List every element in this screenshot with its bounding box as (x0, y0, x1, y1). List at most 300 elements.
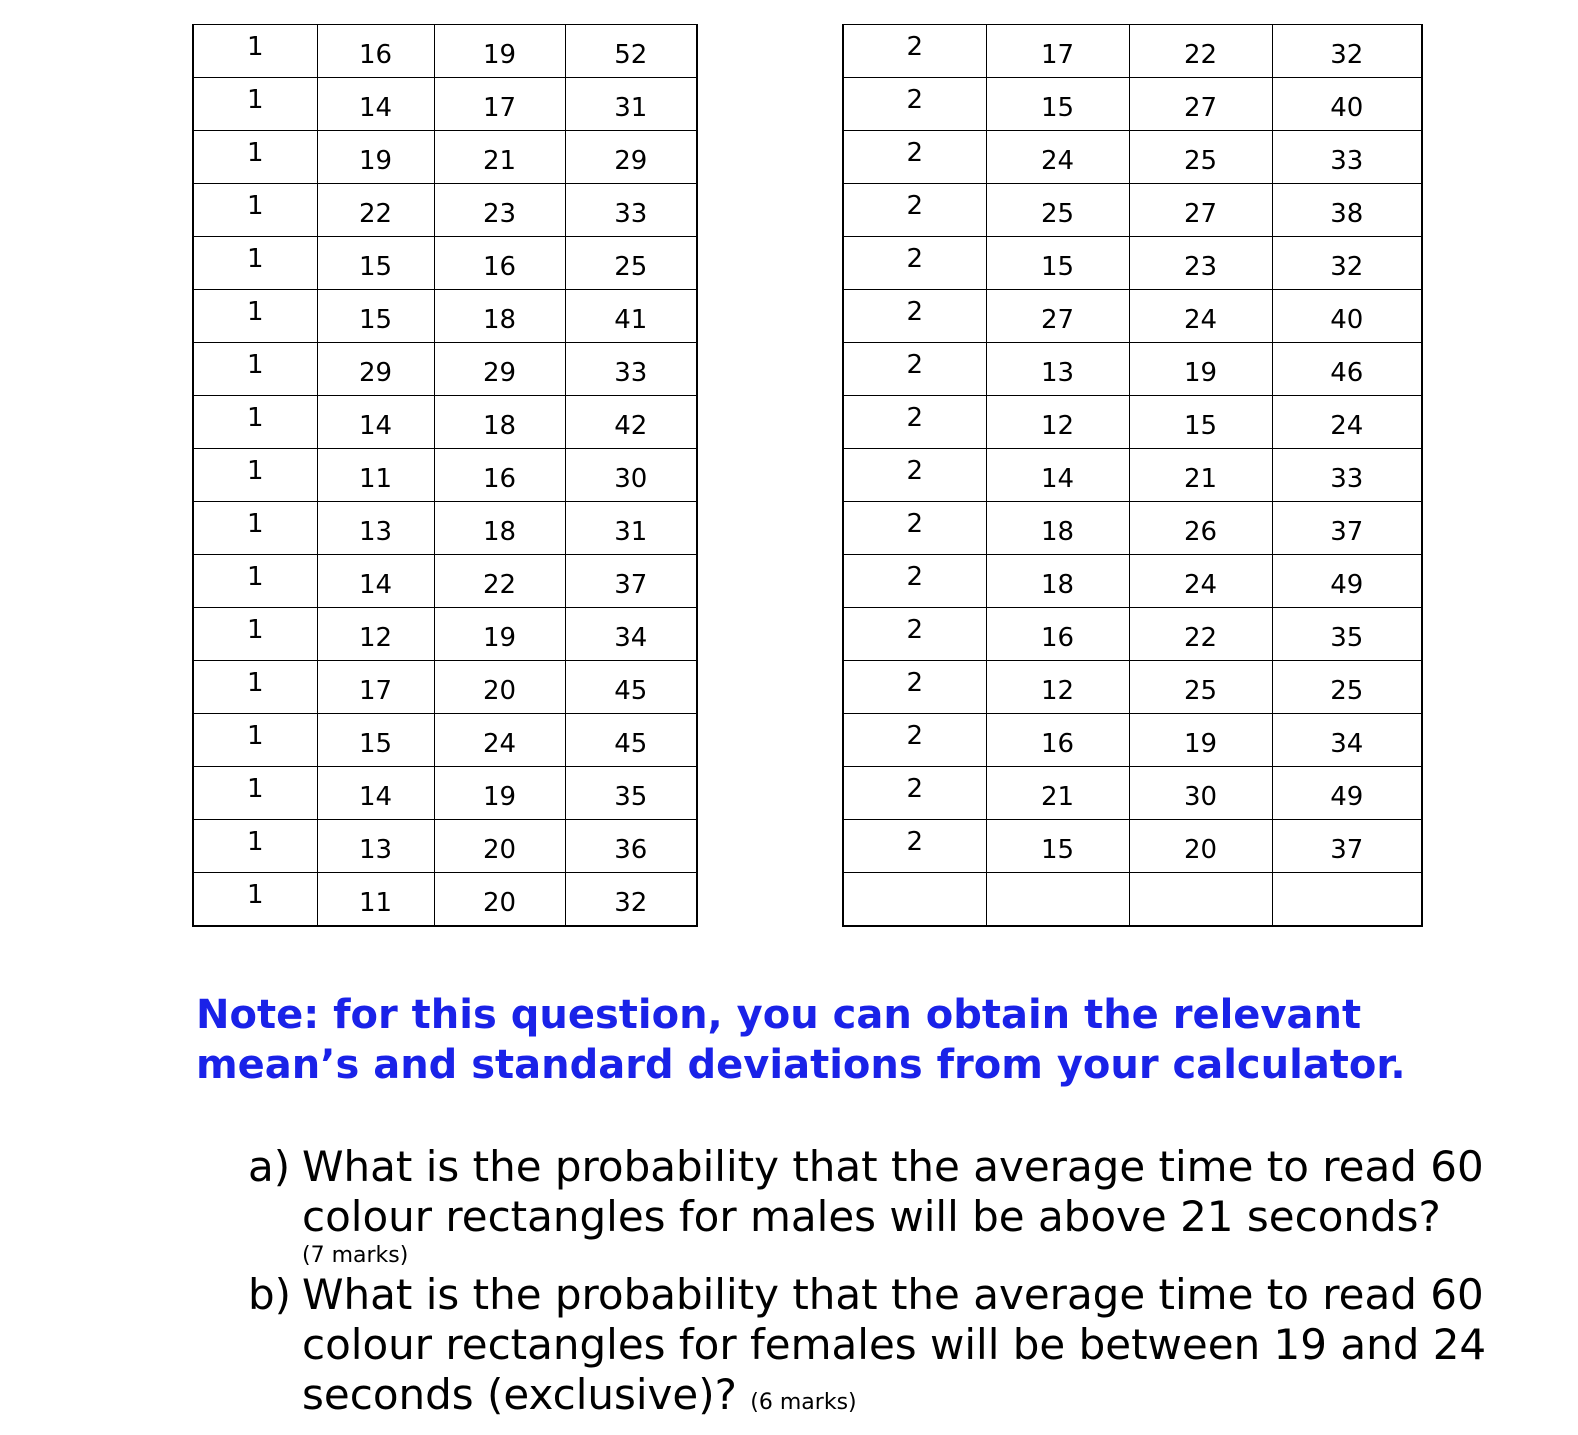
table-cell (843, 767, 986, 820)
table-cell (843, 714, 986, 767)
table-cell (843, 237, 986, 290)
table-cell (1129, 290, 1272, 343)
table-cell (317, 820, 434, 873)
table-cell (843, 449, 986, 502)
question-b (248, 1270, 1508, 1428)
table-cell (193, 767, 317, 820)
cell-value: 1 (246, 244, 264, 274)
cell-value: 49 (1330, 782, 1364, 812)
table-cell (986, 714, 1129, 767)
table-cell (986, 767, 1129, 820)
table-cell (986, 608, 1129, 661)
cell-value: 35 (1330, 623, 1364, 653)
table-cell (1129, 25, 1272, 78)
table-cell (565, 608, 697, 661)
table-cell (843, 873, 986, 927)
cell-value: 32 (614, 888, 648, 918)
cell-value: 21 (1040, 782, 1075, 812)
cell-value: 2 (906, 615, 924, 645)
cell-value: 33 (614, 199, 648, 229)
table-cell (193, 608, 317, 661)
cell-value: 37 (1330, 517, 1364, 547)
table-cell (986, 290, 1129, 343)
cell-value: 19 (482, 782, 517, 812)
table-cell (193, 237, 317, 290)
table-row (843, 237, 1422, 290)
table-cell (317, 131, 434, 184)
cell-value: 16 (482, 464, 517, 494)
table-cell (434, 184, 565, 237)
table-cell (843, 396, 986, 449)
cell-value: 52 (614, 40, 648, 70)
cell-value: 20 (482, 835, 517, 865)
cell-value: 25 (1040, 199, 1075, 229)
table-row (843, 714, 1422, 767)
table-cell (986, 78, 1129, 131)
left-data-table (192, 24, 698, 927)
cell-value: 19 (1183, 729, 1218, 759)
cell-value: 25 (1183, 146, 1218, 176)
cell-value: 16 (482, 252, 517, 282)
table-cell (843, 25, 986, 78)
table-cell (317, 661, 434, 714)
table-cell (986, 237, 1129, 290)
table-row (193, 396, 697, 449)
table-cell (986, 131, 1129, 184)
table-row (193, 820, 697, 873)
table-cell (843, 343, 986, 396)
cell-value: 2 (906, 32, 924, 62)
cell-value: 2 (906, 350, 924, 380)
cell-value: 14 (358, 93, 393, 123)
cell-value: 49 (1330, 570, 1364, 600)
table-cell (565, 25, 697, 78)
cell-value: 32 (1330, 40, 1364, 70)
table-cell (193, 343, 317, 396)
cell-value: 16 (1040, 623, 1075, 653)
table-cell (1129, 714, 1272, 767)
table-cell (986, 396, 1129, 449)
cell-value: 1 (246, 85, 264, 115)
question-letter: b) (248, 1270, 292, 1319)
table-cell (565, 343, 697, 396)
table-row (843, 873, 1422, 927)
table-cell (986, 449, 1129, 502)
cell-value: 34 (1330, 729, 1364, 759)
table-cell (193, 78, 317, 131)
cell-value: 1 (246, 32, 264, 62)
cell-value: 17 (482, 93, 517, 123)
table-cell (843, 78, 986, 131)
cell-value: 18 (1040, 570, 1075, 600)
cell-value: 2 (906, 827, 924, 857)
cell-value: 25 (1183, 676, 1218, 706)
cell-value: 1 (246, 138, 264, 168)
table-cell (1129, 131, 1272, 184)
cell-value: 25 (1330, 676, 1364, 706)
table-cell (565, 396, 697, 449)
table-cell (843, 555, 986, 608)
table-cell (1129, 767, 1272, 820)
cell-value: 19 (358, 146, 393, 176)
cell-value: 14 (358, 782, 393, 812)
table-cell (434, 343, 565, 396)
table-cell (986, 820, 1129, 873)
cell-value: 22 (358, 199, 393, 229)
cell-value: 12 (1040, 676, 1075, 706)
cell-value: 32 (1330, 252, 1364, 282)
table-cell (1129, 184, 1272, 237)
table-cell (1129, 661, 1272, 714)
table-cell (1272, 502, 1422, 555)
table-cell (193, 714, 317, 767)
table-cell (317, 78, 434, 131)
cell-value: 16 (358, 40, 393, 70)
cell-value: 17 (358, 676, 393, 706)
cell-value: 1 (246, 668, 264, 698)
table-cell (565, 237, 697, 290)
table-cell (434, 290, 565, 343)
table-cell (1272, 714, 1422, 767)
cell-value: 14 (1040, 464, 1075, 494)
table-cell (317, 873, 434, 927)
cell-value: 1 (246, 350, 264, 380)
cell-value: 24 (1183, 570, 1218, 600)
cell-value: 24 (482, 729, 517, 759)
table-row (193, 449, 697, 502)
table-cell (317, 25, 434, 78)
cell-value: 23 (1183, 252, 1218, 282)
question-list (248, 1142, 1508, 1428)
table-cell (843, 290, 986, 343)
table-cell (193, 449, 317, 502)
table-row (843, 78, 1422, 131)
table-cell (565, 714, 697, 767)
cell-value: 1 (246, 562, 264, 592)
cell-value: 2 (906, 403, 924, 433)
table-cell (434, 820, 565, 873)
table-cell (193, 396, 317, 449)
cell-value: 46 (1330, 358, 1364, 388)
table-cell (986, 184, 1129, 237)
cell-value: 12 (358, 623, 393, 653)
table-cell (434, 131, 565, 184)
cell-value: 29 (482, 358, 517, 388)
cell-value: 45 (614, 729, 648, 759)
cell-value: 1 (246, 615, 264, 645)
cell-value: 1 (246, 880, 264, 910)
table-cell (193, 661, 317, 714)
table-row (193, 661, 697, 714)
table-row (843, 767, 1422, 820)
cell-value: 19 (1183, 358, 1218, 388)
cell-value: 15 (358, 305, 393, 335)
table-cell (986, 661, 1129, 714)
cell-value: 15 (1040, 252, 1075, 282)
cell-value: 20 (482, 676, 517, 706)
question-text: What is the probability that the average time to read 60 colour rectangles for females will be between 19 and 24 seconds (exclusive)? (302, 1270, 1487, 1419)
cell-value: 22 (1183, 40, 1218, 70)
table-cell (193, 131, 317, 184)
table-cell (986, 343, 1129, 396)
calculator-note: Note: for this question, you can obtain the relevant mean’s and standard deviations from your calculator. (196, 992, 1406, 1088)
table-cell (193, 820, 317, 873)
table-row (843, 555, 1422, 608)
cell-value: 15 (358, 252, 393, 282)
cell-value: 1 (246, 456, 264, 486)
table-cell (193, 502, 317, 555)
cell-value: 27 (1040, 305, 1075, 335)
table-cell (565, 661, 697, 714)
table-row (193, 237, 697, 290)
table-cell (1272, 873, 1422, 927)
table-cell (1129, 343, 1272, 396)
table-cell (1129, 608, 1272, 661)
table-cell (565, 767, 697, 820)
table-row (843, 449, 1422, 502)
table-cell (193, 290, 317, 343)
cell-value: 18 (482, 305, 517, 335)
cell-value: 22 (482, 570, 517, 600)
cell-value: 2 (906, 85, 924, 115)
table-cell (1129, 820, 1272, 873)
cell-value: 15 (1040, 93, 1075, 123)
table-row (843, 608, 1422, 661)
cell-value: 2 (906, 668, 924, 698)
table-cell (434, 555, 565, 608)
cell-value: 1 (246, 774, 264, 804)
table-cell (565, 449, 697, 502)
table-row (193, 873, 697, 927)
cell-value: 41 (614, 305, 648, 335)
cell-value: 42 (614, 411, 648, 441)
table-cell (317, 343, 434, 396)
cell-value: 1 (246, 721, 264, 751)
table-cell (317, 555, 434, 608)
table-cell (317, 237, 434, 290)
cell-value: 38 (1330, 199, 1364, 229)
cell-value: 1 (246, 509, 264, 539)
table-cell (565, 131, 697, 184)
cell-value: 2 (906, 509, 924, 539)
table-cell (1272, 78, 1422, 131)
cell-value: 20 (482, 888, 517, 918)
cell-value: 33 (1330, 464, 1364, 494)
table-row (193, 502, 697, 555)
table-cell (565, 184, 697, 237)
cell-value: 15 (1040, 835, 1075, 865)
table-row (843, 820, 1422, 873)
table-cell (434, 237, 565, 290)
cell-value: 33 (1330, 146, 1364, 176)
table-cell (1272, 661, 1422, 714)
table-row (193, 555, 697, 608)
table-cell (193, 25, 317, 78)
table-row (843, 396, 1422, 449)
table-cell (843, 131, 986, 184)
cell-value: 37 (1330, 835, 1364, 865)
cell-value: 27 (1183, 93, 1218, 123)
cell-value: 1 (246, 297, 264, 327)
cell-value: 31 (614, 517, 648, 547)
cell-value: 26 (1183, 517, 1218, 547)
cell-value: 2 (906, 456, 924, 486)
table-cell (565, 502, 697, 555)
table-cell (317, 449, 434, 502)
cell-value: 45 (614, 676, 648, 706)
table-cell (1129, 502, 1272, 555)
table-cell (1272, 343, 1422, 396)
cell-value: 19 (482, 40, 517, 70)
question-a (248, 1142, 1508, 1270)
cell-value: 12 (1040, 411, 1075, 441)
right-data-table (842, 24, 1423, 927)
table-cell (317, 396, 434, 449)
table-cell (434, 502, 565, 555)
cell-value: 36 (614, 835, 648, 865)
cell-value: 35 (614, 782, 648, 812)
cell-value: 2 (906, 774, 924, 804)
cell-value: 34 (614, 623, 648, 653)
table-cell (1272, 184, 1422, 237)
table-cell (1272, 25, 1422, 78)
table-cell (1272, 449, 1422, 502)
cell-value: 21 (1183, 464, 1218, 494)
table-cell (1129, 396, 1272, 449)
cell-value: 17 (1040, 40, 1075, 70)
table-cell (1272, 237, 1422, 290)
cell-value: 14 (358, 570, 393, 600)
table-row (193, 184, 697, 237)
table-cell (1272, 820, 1422, 873)
table-cell (1129, 78, 1272, 131)
table-cell (843, 502, 986, 555)
table-row (193, 78, 697, 131)
cell-value: 15 (358, 729, 393, 759)
cell-value: 24 (1040, 146, 1075, 176)
table-cell (1272, 767, 1422, 820)
table-cell (434, 396, 565, 449)
table-cell (193, 873, 317, 927)
cell-value: 1 (246, 827, 264, 857)
cell-value: 24 (1183, 305, 1218, 335)
table-cell (434, 608, 565, 661)
table-cell (317, 184, 434, 237)
table-cell (193, 184, 317, 237)
cell-value: 25 (614, 252, 648, 282)
table-row (843, 131, 1422, 184)
table-cell (1272, 555, 1422, 608)
table-cell (434, 661, 565, 714)
table-cell (1129, 555, 1272, 608)
table-row (193, 767, 697, 820)
table-cell (317, 502, 434, 555)
table-cell (986, 502, 1129, 555)
cell-value: 29 (614, 146, 648, 176)
table-cell (565, 820, 697, 873)
table-cell (434, 873, 565, 927)
question-letter: a) (248, 1142, 291, 1191)
cell-value: 13 (358, 517, 393, 547)
table-cell (986, 555, 1129, 608)
table-cell (565, 78, 697, 131)
cell-value: 2 (906, 297, 924, 327)
table-row (193, 131, 697, 184)
table-cell (565, 555, 697, 608)
table-row (843, 502, 1422, 555)
table-cell (434, 78, 565, 131)
table-row (843, 661, 1422, 714)
table-cell (843, 608, 986, 661)
table-cell (843, 184, 986, 237)
cell-value: 18 (482, 517, 517, 547)
table-row (193, 343, 697, 396)
table-cell (1129, 449, 1272, 502)
cell-value: 29 (358, 358, 393, 388)
cell-value: 2 (906, 721, 924, 751)
cell-value: 21 (482, 146, 517, 176)
table-cell (1272, 396, 1422, 449)
table-row (843, 343, 1422, 396)
table-row (843, 290, 1422, 343)
table-cell (1129, 873, 1272, 927)
table-cell (565, 290, 697, 343)
cell-value: 31 (614, 93, 648, 123)
cell-value: 23 (482, 199, 517, 229)
table-row (843, 25, 1422, 78)
cell-value: 18 (482, 411, 517, 441)
table-cell (434, 767, 565, 820)
cell-value: 13 (358, 835, 393, 865)
table-cell (434, 449, 565, 502)
cell-value: 18 (1040, 517, 1075, 547)
cell-value: 30 (614, 464, 648, 494)
table-cell (986, 873, 1129, 927)
table-row (193, 290, 697, 343)
table-cell (317, 290, 434, 343)
table-cell (986, 25, 1129, 78)
table-cell (317, 714, 434, 767)
cell-value: 22 (1183, 623, 1218, 653)
cell-value: 2 (906, 244, 924, 274)
cell-value: 2 (906, 562, 924, 592)
cell-value: 24 (1330, 411, 1364, 441)
table-cell (317, 608, 434, 661)
table-cell (193, 555, 317, 608)
cell-value: 33 (614, 358, 648, 388)
cell-value: 27 (1183, 199, 1218, 229)
table-row (193, 714, 697, 767)
cell-value: 40 (1330, 93, 1364, 123)
table-cell (843, 661, 986, 714)
cell-value: 11 (358, 888, 393, 918)
table-cell (434, 714, 565, 767)
cell-value: 2 (906, 138, 924, 168)
table-row (193, 608, 697, 661)
table-cell (565, 873, 697, 927)
table-row (843, 184, 1422, 237)
table-cell (1272, 290, 1422, 343)
cell-value: 13 (1040, 358, 1075, 388)
table-cell (843, 820, 986, 873)
question-marks: (6 marks) (750, 1390, 857, 1415)
table-cell (1272, 608, 1422, 661)
table-cell (1272, 131, 1422, 184)
table-row (193, 25, 697, 78)
cell-value: 16 (1040, 729, 1075, 759)
cell-value: 20 (1183, 835, 1218, 865)
cell-value: 1 (246, 191, 264, 221)
